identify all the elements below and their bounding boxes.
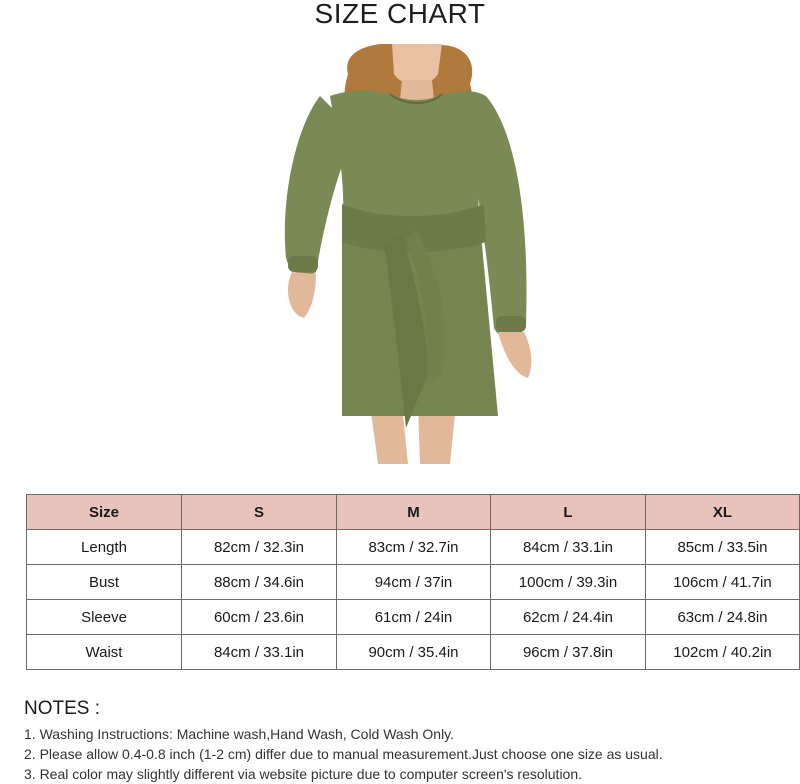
product-photo [180, 44, 648, 464]
row-label: Sleeve [27, 600, 182, 635]
dress-illustration-icon [180, 44, 648, 464]
table-cell: 82cm / 32.3in [182, 530, 337, 565]
row-label: Bust [27, 565, 182, 600]
page-title: SIZE CHART [314, 0, 486, 29]
table-cell: 88cm / 34.6in [182, 565, 337, 600]
table-row [27, 565, 800, 600]
size-chart-table [26, 494, 800, 670]
notes-section [24, 698, 794, 784]
table-cell: 61cm / 24in [337, 600, 491, 635]
table-cell: 63cm / 24.8in [646, 600, 800, 635]
row-label: Length [27, 530, 182, 565]
note-line: 1. Washing Instructions: Machine wash,Hand Wash, Cold Wash Only. [24, 726, 455, 742]
table-cell: 62cm / 24.4in [491, 600, 646, 635]
table-cell: 102cm / 40.2in [646, 635, 800, 670]
row-label: Waist [27, 635, 182, 670]
table-cell: 84cm / 33.1in [491, 530, 646, 565]
table-cell: 100cm / 39.3in [491, 565, 646, 600]
table-cell: 85cm / 33.5in [646, 530, 800, 565]
table-row [27, 600, 800, 635]
header-s: S [182, 495, 337, 530]
table-cell: 106cm / 41.7in [646, 565, 800, 600]
table-header-row [27, 495, 800, 530]
table-cell: 94cm / 37in [337, 565, 491, 600]
header-l: L [491, 495, 646, 530]
header-xl: XL [646, 495, 800, 530]
table-row [27, 635, 800, 670]
header-m: M [337, 495, 491, 530]
table-row [27, 530, 800, 565]
table-cell: 60cm / 23.6in [182, 600, 337, 635]
notes-title: NOTES : [24, 698, 101, 719]
note-line: 3. Real color may slightly different via website picture due to computer screen's resolution. [24, 766, 583, 782]
table-cell: 96cm / 37.8in [491, 635, 646, 670]
table-cell: 84cm / 33.1in [182, 635, 337, 670]
header-size: Size [27, 495, 182, 530]
note-line: 2. Please allow 0.4-0.8 inch (1-2 cm) differ due to manual measurement.Just choose one size as usual. [24, 746, 663, 762]
table-cell: 83cm / 32.7in [337, 530, 491, 565]
table-cell: 90cm / 35.4in [337, 635, 491, 670]
